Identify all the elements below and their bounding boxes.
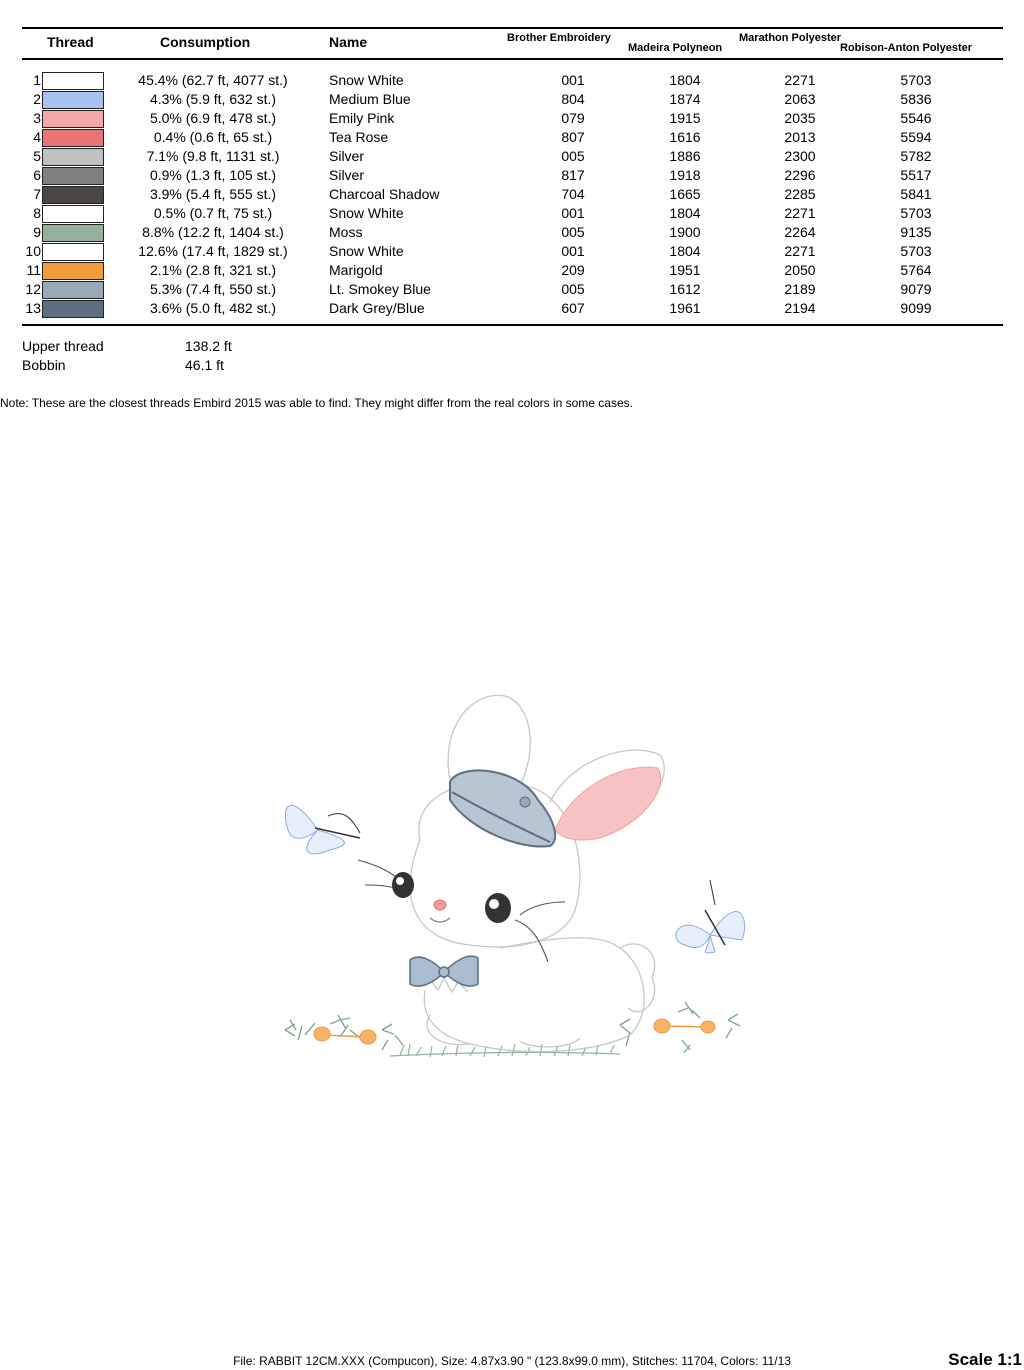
madeira-code: 1804 [669,72,701,88]
robison-anton-code: 5703 [900,205,932,221]
table-row [0,166,1024,185]
color-swatch [42,300,104,318]
brother-code: 804 [561,91,585,107]
marathon-code: 2063 [784,91,816,107]
header-consumption: Consumption [160,34,251,50]
table-row [0,261,1024,280]
consumption-value: 5.3% (7.4 ft, 550 st.) [149,281,277,297]
marathon-code: 2194 [784,300,816,316]
table-header-rule [22,58,1003,60]
robison-anton-code: 5546 [900,110,932,126]
robison-anton-code: 5836 [900,91,932,107]
upper-thread-label: Upper thread [22,338,104,354]
thread-name: Emily Pink [329,110,395,126]
row-number: 1 [33,72,41,88]
brother-code: 607 [561,300,585,316]
thread-name: Medium Blue [329,91,411,107]
consumption-value: 3.6% (5.0 ft, 482 st.) [149,300,277,316]
brother-code: 005 [561,281,585,297]
consumption-value: 45.4% (62.7 ft, 4077 st.) [138,72,288,88]
brother-code: 209 [561,262,585,278]
madeira-code: 1900 [669,224,701,240]
consumption-value: 0.4% (0.6 ft, 65 st.) [153,129,273,145]
row-number: 2 [33,91,41,107]
madeira-code: 1951 [669,262,701,278]
table-row [0,204,1024,223]
madeira-code: 1874 [669,91,701,107]
color-swatch [42,281,104,299]
thread-name: Tea Rose [329,129,389,145]
table-bottom-rule [22,324,1003,326]
thread-name: Moss [329,224,363,240]
scale-label: Scale 1:1 [948,1350,1022,1369]
brother-code: 001 [561,205,585,221]
eyes [392,872,511,923]
brother-code: 704 [561,186,585,202]
madeira-code: 1804 [669,243,701,259]
color-swatch [42,72,104,90]
thread-name: Silver [329,167,365,183]
table-row [0,242,1024,261]
consumption-value: 12.6% (17.4 ft, 1829 st.) [138,243,288,259]
row-number: 9 [33,224,41,240]
table-row [0,128,1024,147]
beret-hat [450,770,555,846]
header-robison-anton: Robison-Anton Polyester [840,42,973,54]
madeira-code: 1612 [669,281,701,297]
header-marathon: Marathon Polyester [739,32,842,44]
color-swatch [42,129,104,147]
table-row [0,280,1024,299]
row-number: 7 [33,186,41,202]
left-foliage [285,1015,403,1050]
bobbin-value: 46.1 ft [185,357,224,373]
marathon-code: 2296 [784,167,816,183]
consumption-value: 0.5% (0.7 ft, 75 st.) [153,205,273,221]
row-number: 10 [25,243,41,259]
consumption-value: 5.0% (6.9 ft, 478 st.) [149,110,277,126]
inner-ear [555,767,661,840]
rabbit [410,695,664,1051]
brother-code: 079 [561,110,585,126]
header-madeira: Madeira Polyneon [628,42,723,54]
thread-name: Silver [329,148,365,164]
butterfly-left [285,805,360,854]
color-swatch [42,262,104,280]
robison-anton-code: 5782 [900,148,932,164]
table-row [0,299,1024,318]
marathon-code: 2285 [784,186,816,202]
table-top-rule [22,27,1003,29]
thread-name: Lt. Smokey Blue [329,281,431,297]
bobbin-label: Bobbin [22,357,66,373]
madeira-code: 1665 [669,186,701,202]
color-swatch [42,91,104,109]
thread-name: Marigold [329,262,383,278]
table-row [0,147,1024,166]
consumption-value: 7.1% (9.8 ft, 1131 st.) [146,148,280,164]
color-swatch [42,243,104,261]
nose [434,900,446,910]
row-number: 6 [33,167,41,183]
color-swatch [42,167,104,185]
consumption-value: 4.3% (5.9 ft, 632 st.) [149,91,277,107]
upper-thread-value: 138.2 ft [185,338,232,354]
consumption-value: 3.9% (5.4 ft, 555 st.) [149,186,277,202]
brother-code: 807 [561,129,585,145]
madeira-code: 1918 [669,167,701,183]
header-thread: Thread [47,34,94,50]
madeira-code: 1886 [669,148,701,164]
madeira-code: 1915 [669,110,701,126]
thread-name: Snow White [329,72,404,88]
table-row [0,223,1024,242]
robison-anton-code: 9079 [900,281,932,297]
madeira-code: 1804 [669,205,701,221]
consumption-value: 0.9% (1.3 ft, 105 st.) [149,167,277,183]
row-number: 11 [26,262,41,278]
row-number: 8 [33,205,41,221]
color-swatch [42,224,104,242]
embroidery-design-preview [270,690,750,1080]
brother-code: 001 [561,243,585,259]
marathon-code: 2271 [784,72,816,88]
consumption-value: 2.1% (2.8 ft, 321 st.) [149,262,277,278]
robison-anton-code: 5594 [900,129,932,145]
thread-name: Snow White [329,205,404,221]
marathon-code: 2264 [784,224,816,240]
madeira-code: 1616 [669,129,701,145]
butterfly-right [676,880,745,953]
robison-anton-code: 9135 [900,224,932,240]
color-swatch [42,186,104,204]
color-swatch [42,110,104,128]
marathon-code: 2189 [784,281,816,297]
thread-name: Snow White [329,243,404,259]
file-info-footer: File: RABBIT 12CM.XXX (Compucon), Size: 4.87x3.90 " (123.8x99.0 mm), Stitches: 11704, Colors: 11/13 [233,1354,791,1368]
robison-anton-code: 9099 [900,300,932,316]
right-carrots [654,1019,715,1033]
note-text: Note: These are the closest threads Embird 2015 was able to find. They might differ from the real colors in some cases. [0,396,633,410]
robison-anton-code: 5841 [900,186,932,202]
row-number: 4 [33,129,41,145]
bow-tie [410,956,478,986]
marathon-code: 2300 [784,148,816,164]
table-row [0,185,1024,204]
marathon-code: 2271 [784,205,816,221]
whiskers [358,860,565,962]
marathon-code: 2050 [784,262,816,278]
color-swatch [42,205,104,223]
row-number: 3 [33,110,41,126]
consumption-value: 8.8% (12.2 ft, 1404 st.) [142,224,284,240]
header-name: Name [329,34,368,50]
row-number: 12 [25,281,41,297]
row-number: 5 [33,148,41,164]
robison-anton-code: 5703 [900,243,932,259]
mouth [430,918,450,922]
right-foliage [620,1002,740,1053]
thread-name: Dark Grey/Blue [329,300,425,316]
row-number: 13 [25,300,41,316]
thread-name: Charcoal Shadow [329,186,440,202]
color-swatch [42,148,104,166]
brother-code: 005 [561,224,585,240]
robison-anton-code: 5517 [900,167,932,183]
table-row [0,109,1024,128]
table-row [0,71,1024,90]
marathon-code: 2013 [784,129,816,145]
brother-code: 005 [561,148,585,164]
brother-code: 001 [561,72,585,88]
robison-anton-code: 5764 [900,262,932,278]
brother-code: 817 [561,167,585,183]
marathon-code: 2271 [784,243,816,259]
table-row [0,90,1024,109]
madeira-code: 1961 [669,300,701,316]
marathon-code: 2035 [784,110,816,126]
header-brother: Brother Embroidery [507,32,611,44]
robison-anton-code: 5703 [900,72,932,88]
